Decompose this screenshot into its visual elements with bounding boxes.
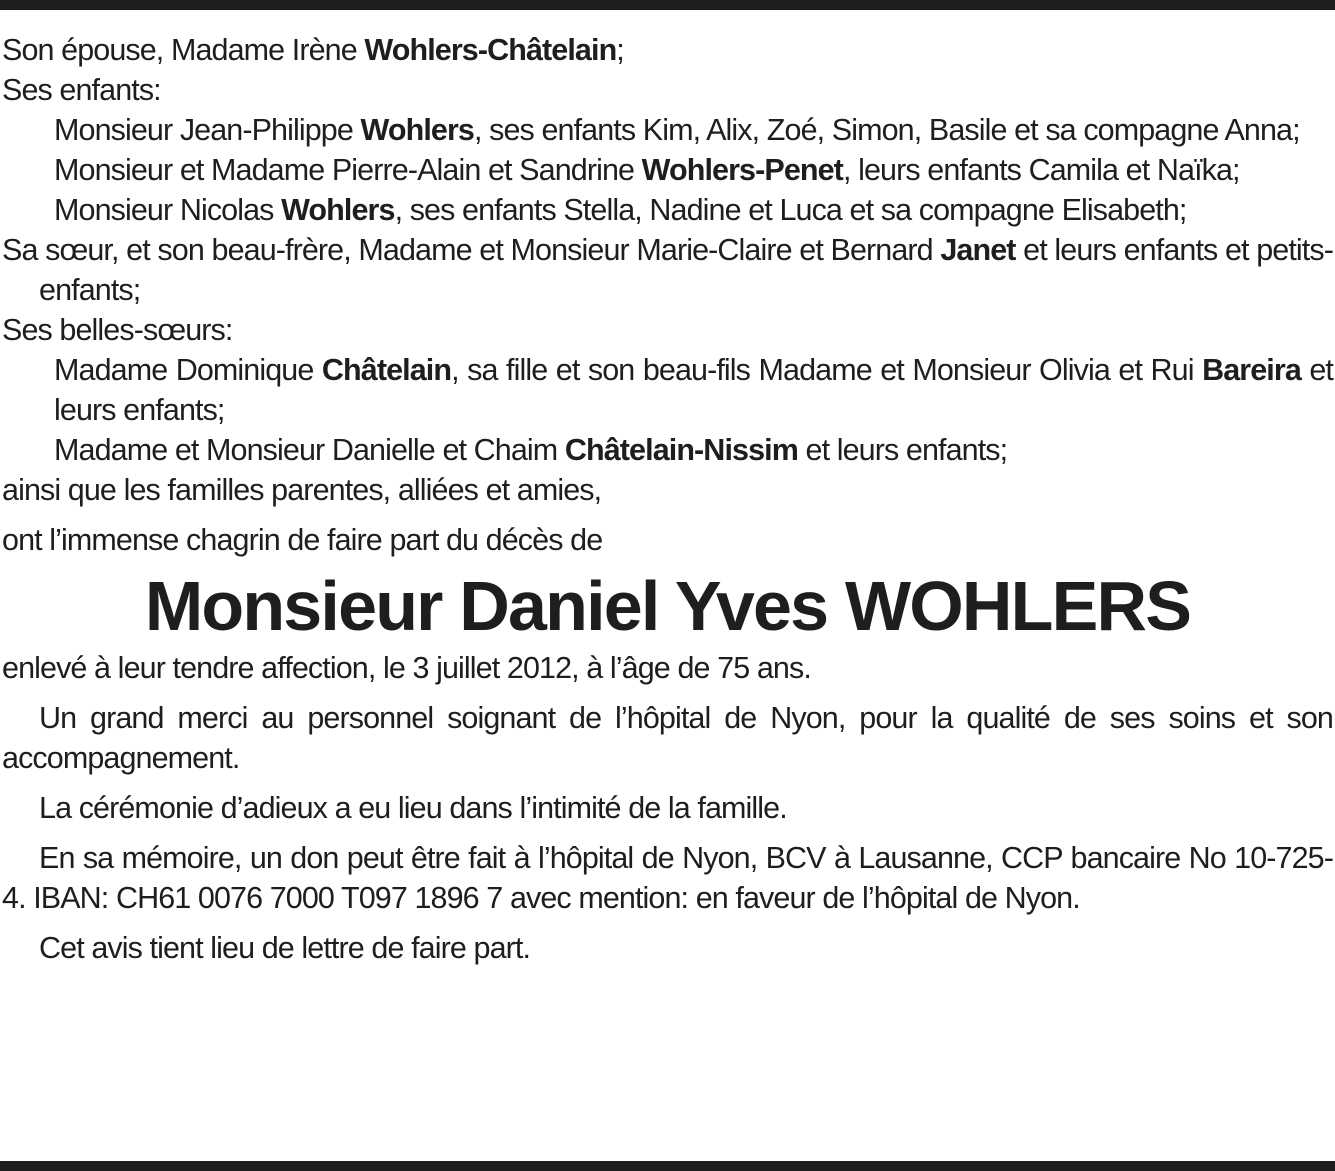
- child-entry: [2, 150, 1333, 190]
- sister-in-law-suffix: et leurs enfants;: [797, 433, 1008, 467]
- announcement-line: ont l’immense chagrin de faire part du décès de: [2, 523, 603, 557]
- sister-in-law-prefix: Madame Dominique: [54, 353, 322, 387]
- sisters-in-law-heading: Ses belles-sœurs:: [2, 313, 233, 347]
- sister-in-law-entry: [2, 350, 1333, 430]
- children-heading: Ses enfants:: [2, 73, 161, 107]
- paragraph: Un grand merci au personnel soignant de l’hôpital de Nyon, pour la qualité de ses soins et son accompagnement.: [2, 701, 1333, 775]
- spouse-prefix: Son épouse, Madame Irène: [2, 33, 365, 67]
- child-prefix: Monsieur Nicolas: [54, 193, 282, 227]
- spouse-name: Wohlers-Châtelain: [364, 33, 617, 67]
- child-prefix: Monsieur et Madame Pierre-Alain et Sandrine: [54, 153, 642, 187]
- child-name: Wohlers-Penet: [641, 153, 843, 187]
- sister-in-law-suffix: et leurs enfants;: [54, 353, 1334, 427]
- child-prefix: Monsieur Jean-Philippe: [54, 113, 361, 147]
- sister-in-law-middle: , sa fille et son beau-fils Madame et Monsieur Olivia et Rui: [451, 353, 1203, 387]
- sister-prefix: Sa sœur, et son beau-frère, Madame et Monsieur Marie-Claire et Bernard: [2, 233, 941, 267]
- child-suffix: , ses enfants Stella, Nadine et Luca et sa compagne Elisabeth;: [394, 193, 1187, 227]
- paragraph: La cérémonie d’adieux a eu lieu dans l’intimité de la famille.: [39, 791, 787, 825]
- sister-name: Janet: [940, 233, 1016, 267]
- spouse-line: [2, 30, 1333, 70]
- sister-in-law-entry: [2, 430, 1333, 470]
- spouse-suffix: ;: [616, 33, 624, 67]
- sister-in-law-name2: Bareira: [1202, 353, 1301, 387]
- child-suffix: , leurs enfants Camila et Naïka;: [842, 153, 1240, 187]
- sister-entry: [2, 230, 1333, 310]
- sister-suffix: et leurs enfants et petits-enfants;: [39, 233, 1333, 307]
- obituary-notice: [2, 30, 1333, 968]
- deceased-name: Monsieur Daniel Yves WOHLERS: [144, 567, 1191, 645]
- child-entry: [2, 190, 1333, 230]
- child-name: Wohlers: [281, 193, 395, 227]
- families-line: ainsi que les familles parentes, alliées et amies,: [2, 473, 602, 507]
- sister-in-law-name: Châtelain-Nissim: [564, 433, 798, 467]
- paragraph: En sa mémoire, un don peut être fait à l’hôpital de Nyon, BCV à Lausanne, CCP bancaire No 10-725-4. IBAN: CH61 0076 7000 T097 1896 7 avec mention: en faveur de l’hôpital de Nyon.: [2, 841, 1333, 915]
- sister-in-law-name: Châtelain: [321, 353, 452, 387]
- child-entry: [2, 110, 1333, 150]
- death-line: enlevé à leur tendre affection, le 3 juillet 2012, à l’âge de 75 ans.: [2, 651, 811, 685]
- child-suffix: , ses enfants Kim, Alix, Zoé, Simon, Basile et sa compagne Anna;: [473, 113, 1300, 147]
- sister-in-law-prefix: Madame et Monsieur Danielle et Chaim: [54, 433, 565, 467]
- bottom-rule: [0, 1161, 1335, 1171]
- top-rule: [0, 0, 1335, 10]
- child-name: Wohlers: [360, 113, 474, 147]
- paragraph: Cet avis tient lieu de lettre de faire part.: [39, 931, 531, 965]
